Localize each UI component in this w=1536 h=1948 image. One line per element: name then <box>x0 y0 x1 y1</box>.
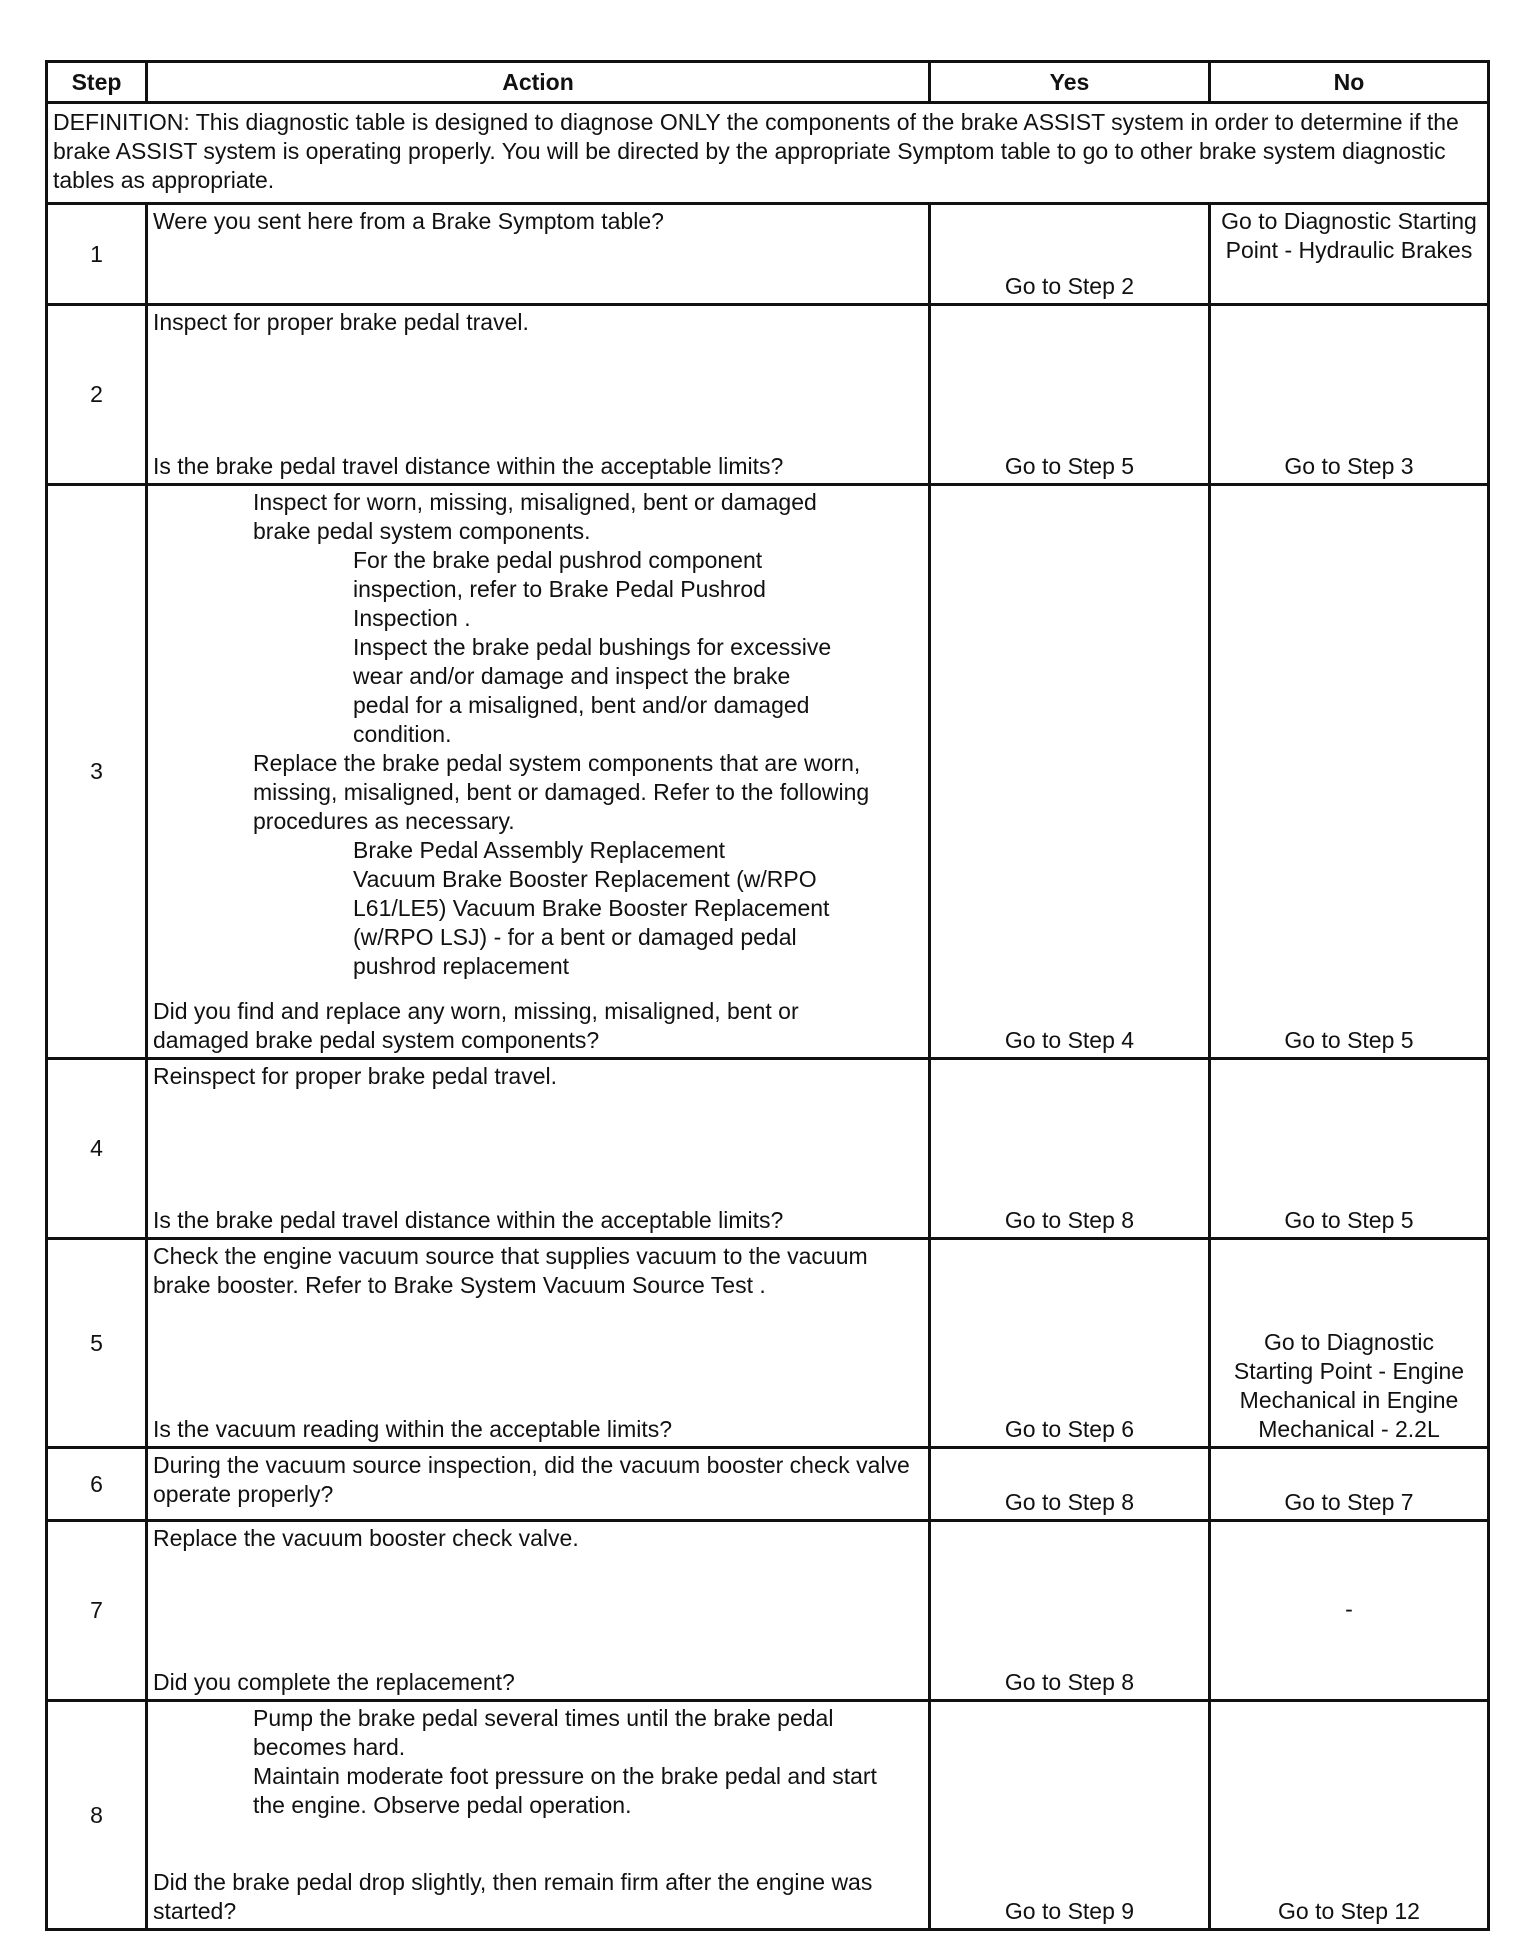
table-row <box>47 1521 1489 1701</box>
yes-cell: Go to Step 8 <box>930 1521 1210 1701</box>
no-cell: Go to Diagnostic Starting Point - Engine Mechanical in Engine Mechanical - 2.2L <box>1210 1239 1489 1448</box>
no-cell: Go to Step 5 <box>1210 485 1489 1059</box>
step-number: 5 <box>47 1239 147 1448</box>
definition-text: DEFINITION: This diagnostic table is designed to diagnose ONLY the components of the brake ASSIST system in order to determine if the brake ASSIST system is operating properly. You will be directed by the appropriate Symptom table to go to other brake system diagnostic tables as appropriate. <box>47 103 1489 204</box>
definition-row <box>47 103 1489 204</box>
header-row <box>47 62 1489 103</box>
header-action: Action <box>147 62 930 103</box>
action-cell <box>147 1701 930 1930</box>
action-text: Replace the vacuum booster check valve. <box>153 1525 579 1551</box>
step-number: 3 <box>47 485 147 1059</box>
table-row <box>47 204 1489 305</box>
table-row <box>47 485 1489 1059</box>
action-text: Pump the brake pedal several times until the brake pedal becomes hard. <box>253 1705 834 1760</box>
action-cell <box>147 305 930 485</box>
table-row <box>47 1059 1489 1239</box>
step-number: 2 <box>47 305 147 485</box>
yes-cell: Go to Step 2 <box>930 204 1210 305</box>
action-question: Did you complete the replacement? <box>153 1669 515 1695</box>
action-text: Vacuum Brake Booster Replacement (w/RPO L61/LE5) Vacuum Brake Booster Replacement (w/RPO LSJ) - for a bent or damaged pedal pushrod replacement <box>353 866 830 979</box>
step-number: 7 <box>47 1521 147 1701</box>
action-cell <box>147 1059 930 1239</box>
no-cell: Go to Step 5 <box>1210 1059 1489 1239</box>
action-text: Reinspect for proper brake pedal travel. <box>153 1063 557 1089</box>
step-number: 8 <box>47 1701 147 1930</box>
action-question: Is the brake pedal travel distance within the acceptable limits? <box>153 453 784 479</box>
action-question: Did the brake pedal drop slightly, then remain firm after the engine was started? <box>153 1869 873 1924</box>
action-cell <box>147 1239 930 1448</box>
step-number: 4 <box>47 1059 147 1239</box>
yes-cell: Go to Step 5 <box>930 305 1210 485</box>
action-question: During the vacuum source inspection, did the vacuum booster check valve operate properly? <box>153 1452 910 1507</box>
step-number: 1 <box>47 204 147 305</box>
header-no: No <box>1210 62 1489 103</box>
no-cell: - <box>1210 1521 1489 1701</box>
table-row <box>47 1448 1489 1521</box>
yes-cell: Go to Step 9 <box>930 1701 1210 1930</box>
action-cell <box>147 204 930 305</box>
action-cell <box>147 1448 930 1521</box>
header-step: Step <box>47 62 147 103</box>
action-text: Maintain moderate foot pressure on the brake pedal and start the engine. Observe pedal operation. <box>253 1763 877 1818</box>
yes-cell: Go to Step 6 <box>930 1239 1210 1448</box>
action-steps <box>153 488 922 981</box>
no-cell: Go to Diagnostic Starting Point - Hydraulic Brakes <box>1210 204 1489 305</box>
action-text: Inspect for worn, missing, misaligned, bent or damaged brake pedal system components. <box>253 489 817 544</box>
no-cell: Go to Step 12 <box>1210 1701 1489 1930</box>
action-text: Brake Pedal Assembly Replacement <box>353 837 726 863</box>
diagnostic-table <box>45 60 1490 1931</box>
header-yes: Yes <box>930 62 1210 103</box>
table-row <box>47 305 1489 485</box>
action-steps <box>153 1704 922 1820</box>
action-cell <box>147 485 930 1059</box>
action-cell <box>147 1521 930 1701</box>
action-question: Is the vacuum reading within the acceptable limits? <box>153 1416 673 1442</box>
action-text: Inspect for proper brake pedal travel. <box>153 309 529 335</box>
no-cell: Go to Step 3 <box>1210 305 1489 485</box>
no-cell: Go to Step 7 <box>1210 1448 1489 1521</box>
action-text: Were you sent here from a Brake Symptom table? <box>153 208 664 234</box>
yes-cell: Go to Step 4 <box>930 485 1210 1059</box>
action-text: Replace the brake pedal system components that are worn, missing, misaligned, bent or damaged. Refer to the following procedures as necessary. <box>253 750 870 834</box>
action-text: Check the engine vacuum source that supplies vacuum to the vacuum brake booster. Refer to Brake System Vacuum Source Test . <box>153 1243 868 1298</box>
step-number: 6 <box>47 1448 147 1521</box>
yes-cell: Go to Step 8 <box>930 1448 1210 1521</box>
action-question: Did you find and replace any worn, missing, misaligned, bent or damaged brake pedal system components? <box>153 998 799 1053</box>
table-row <box>47 1239 1489 1448</box>
table-row <box>47 1701 1489 1930</box>
yes-cell: Go to Step 8 <box>930 1059 1210 1239</box>
action-text: Inspect the brake pedal bushings for excessive wear and/or damage and inspect the brake pedal for a misaligned, bent and/or damaged condition. <box>353 634 832 747</box>
action-text: For the brake pedal pushrod component inspection, refer to Brake Pedal Pushrod Inspection . <box>353 547 766 631</box>
action-question: Is the brake pedal travel distance within the acceptable limits? <box>153 1207 784 1233</box>
